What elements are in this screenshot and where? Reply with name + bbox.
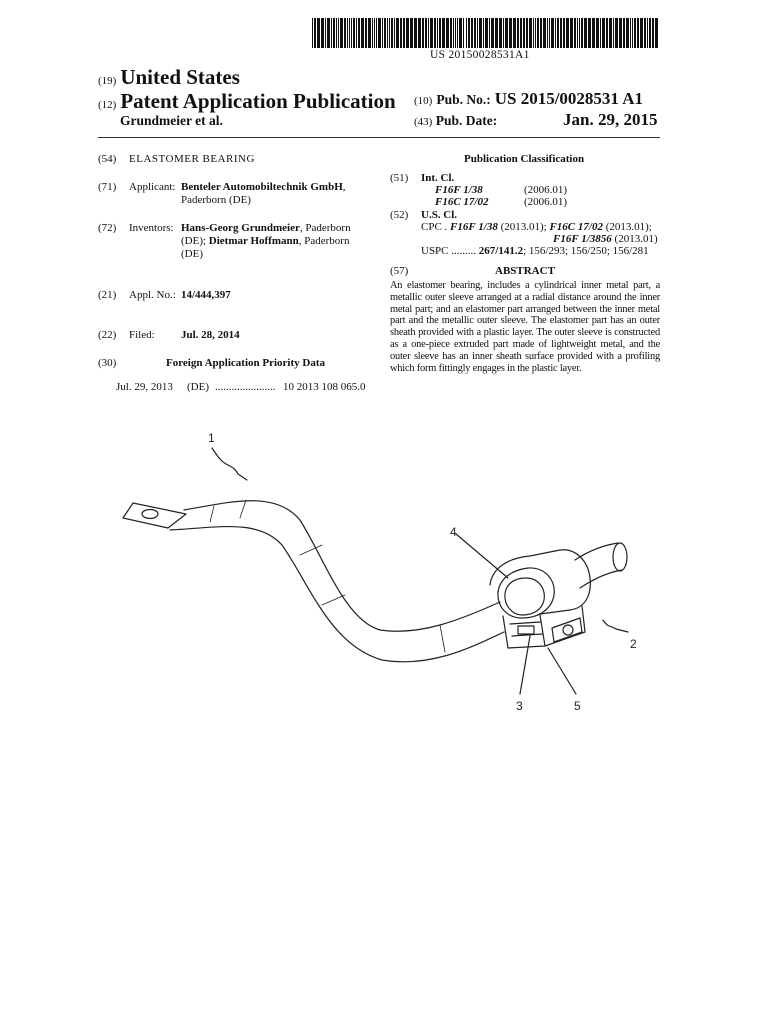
leader-4 bbox=[456, 534, 508, 578]
filed-code: (22) bbox=[98, 329, 117, 341]
leader-1 bbox=[212, 448, 247, 480]
ref-numeral-5: 5 bbox=[574, 699, 581, 713]
abstract-text: An elastomer bearing, includes a cylindrical inner metal part, a metallic outer sleeve arranged at a radial distance around the inner metal part; and an elastomer part arranged between the inner metal part and the metallic outer sleeve. The elastomer part has an outer sheath provided with a plastic layer. The outer sleeve is constructed as a one-piece extruded part made of lightweight metal, and the outer sleeve has an inner sheath surface provided with a profiling which form fittingly engages in the plastic layer. bbox=[390, 280, 660, 374]
cpc-code-1-year: (2013.01); bbox=[500, 221, 547, 233]
inventor-line-2 bbox=[181, 235, 349, 248]
pub-no-label: Pub. No.: bbox=[436, 92, 491, 107]
applicant-name: Benteler Automobiltechnik GmbH bbox=[181, 181, 343, 193]
uspc-main: 267/141.2 bbox=[478, 245, 524, 257]
ref-numeral-1: 1 bbox=[208, 431, 215, 445]
filed-date: Jul. 28, 2014 bbox=[181, 329, 240, 341]
us-cl-label: U.S. Cl. bbox=[421, 209, 458, 221]
abstract-code: (57) bbox=[390, 265, 409, 277]
inventor-1-name: Hans-Georg Grundmeier bbox=[181, 222, 300, 234]
cpc-code-1: F16F 1/38 bbox=[450, 221, 498, 233]
country-line bbox=[98, 65, 240, 90]
country-name: United States bbox=[120, 65, 240, 89]
cpc-code-3: F16F 1/3856 bbox=[553, 233, 612, 245]
int-cl-1: F16F 1/38 bbox=[435, 184, 483, 196]
classification-heading: Publication Classification bbox=[464, 153, 585, 165]
bar-cross-section bbox=[613, 543, 627, 571]
ref-numeral-4: 4 bbox=[450, 525, 457, 539]
applicant-entry: Benteler Automobiltechnik GmbH, bbox=[181, 181, 346, 193]
pub-number-line bbox=[414, 89, 643, 109]
inventor-2-prefix: (DE); bbox=[181, 235, 207, 247]
filed-label: Filed: bbox=[129, 329, 155, 341]
uspc-rest: ; 156/293; 156/250; 156/281 bbox=[523, 245, 649, 257]
ref-numeral-2: 2 bbox=[630, 637, 637, 651]
cpc-code-2-year: (2013.01); bbox=[605, 221, 652, 233]
inventor-2-name: Dietmar Hoffmann bbox=[208, 235, 299, 247]
inventor-line-1 bbox=[181, 222, 351, 235]
priority-date: Jul. 29, 2013 bbox=[116, 381, 173, 393]
int-cl-label: Int. Cl. bbox=[421, 172, 455, 184]
pub-no-value: US 2015/0028531 A1 bbox=[494, 89, 644, 108]
pub-type-code: (12) bbox=[98, 99, 117, 111]
priority-dots: ...................... bbox=[215, 381, 276, 393]
uspc-dots: ......... bbox=[451, 245, 477, 257]
int-cl-1-year: (2006.01) bbox=[524, 184, 568, 196]
pub-date-value: Jan. 29, 2015 bbox=[563, 110, 658, 129]
applicant-label: Applicant: bbox=[129, 181, 176, 193]
us-cl-code: (52) bbox=[390, 209, 409, 221]
inventor-2-location: , Paderborn bbox=[298, 235, 350, 247]
inventors-label: Inventors: bbox=[129, 222, 174, 234]
bearing-housing bbox=[490, 550, 590, 648]
cpc-dot: . bbox=[444, 221, 448, 233]
pub-date-code: (43) bbox=[414, 116, 433, 128]
inventor-2-country: (DE) bbox=[181, 248, 203, 260]
int-cl-code: (51) bbox=[390, 172, 409, 184]
pub-date-line bbox=[414, 110, 658, 129]
priority-country: (DE) bbox=[187, 381, 209, 393]
stabilizer-bar-upper-edge bbox=[184, 501, 500, 632]
patent-drawing bbox=[0, 410, 768, 740]
publication-type: Patent Application Publication bbox=[120, 89, 396, 113]
pub-date-label: Pub. Date: bbox=[435, 113, 498, 128]
leader-2 bbox=[603, 620, 628, 632]
applicant-location: Paderborn (DE) bbox=[181, 194, 251, 206]
leader-3 bbox=[520, 636, 530, 694]
document-number: US 20150028531A1 bbox=[430, 49, 530, 61]
inventor-1-location: , Paderborn bbox=[299, 222, 351, 234]
ref-numeral-3: 3 bbox=[516, 699, 523, 713]
priority-heading: Foreign Application Priority Data bbox=[166, 357, 325, 369]
bar-end-tab bbox=[123, 503, 186, 528]
applicant-code: (71) bbox=[98, 181, 117, 193]
appl-number: 14/444,397 bbox=[181, 289, 231, 301]
cpc-code-2: F16C 17/02 bbox=[549, 221, 603, 233]
cpc-code-3-year: (2013.01) bbox=[614, 233, 658, 245]
inventors-code: (72) bbox=[98, 222, 117, 234]
cpc-label: CPC bbox=[421, 221, 442, 233]
header-divider bbox=[98, 137, 660, 138]
title-code: (54) bbox=[98, 153, 117, 165]
uspc-line bbox=[421, 245, 649, 258]
country-code: (19) bbox=[98, 75, 117, 87]
invention-title: ELASTOMER BEARING bbox=[129, 153, 255, 165]
barcode bbox=[312, 18, 660, 48]
priority-number: 10 2013 108 065.0 bbox=[283, 381, 366, 393]
pub-no-code: (10) bbox=[414, 95, 433, 107]
stabilizer-bar-lower-edge bbox=[170, 527, 504, 662]
authors: Grundmeier et al. bbox=[120, 113, 223, 128]
priority-code: (30) bbox=[98, 357, 117, 369]
publication-type-line bbox=[98, 89, 396, 114]
abstract-heading: ABSTRACT bbox=[495, 265, 555, 277]
int-cl-2-year: (2006.01) bbox=[524, 196, 568, 208]
appl-label: Appl. No.: bbox=[129, 289, 176, 301]
housing-bolt-hole bbox=[563, 625, 573, 635]
int-cl-2: F16C 17/02 bbox=[435, 196, 489, 208]
leader-5 bbox=[548, 648, 576, 694]
uspc-label: USPC bbox=[421, 245, 449, 257]
appl-code: (21) bbox=[98, 289, 117, 301]
mounting-hole bbox=[142, 510, 158, 519]
